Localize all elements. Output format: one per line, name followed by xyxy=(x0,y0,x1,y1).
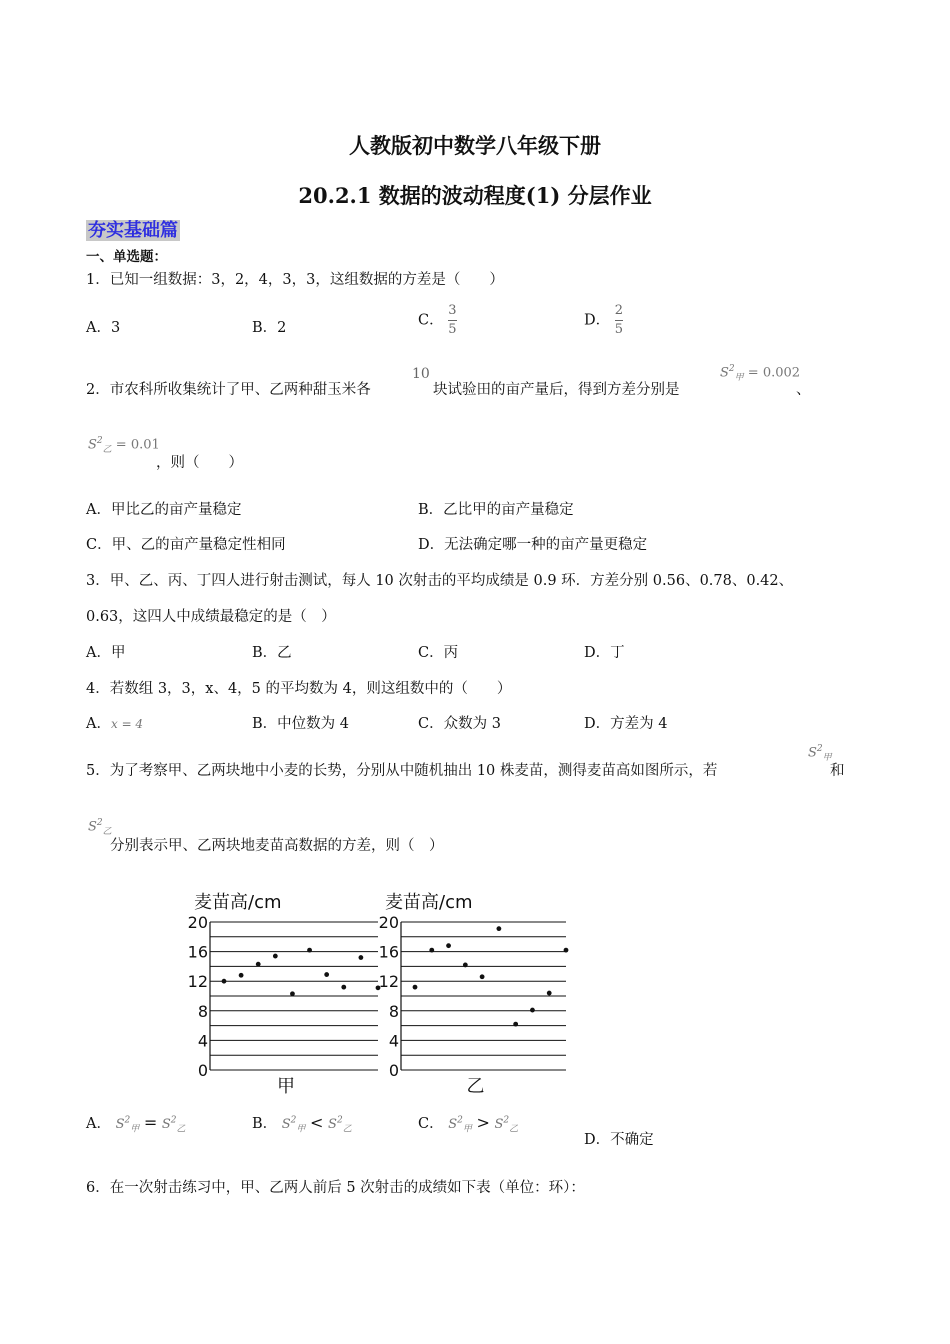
q5-s-jia-letter: S xyxy=(808,745,817,761)
q4-option-b: B．中位数为 4 xyxy=(252,716,349,732)
q1-option-b: B．2 xyxy=(252,320,287,336)
q2-variance-yi xyxy=(88,436,160,455)
q5-c-sq1: 2 xyxy=(457,1115,463,1126)
q5-text1: 5．为了考察甲、乙两块地中小麦的长势，分别从中随机抽出 10 株麦苗，测得麦苗高如图所示，若 xyxy=(86,763,718,779)
q5-a-rhs xyxy=(161,1115,186,1135)
q5-s-yi-letter: S xyxy=(88,819,97,835)
chart1-ytick-label: 20 xyxy=(187,913,208,932)
q5-c-s1: S xyxy=(448,1117,458,1132)
q5-b-sq2: 2 xyxy=(336,1115,343,1126)
q5-option-a-label: A． xyxy=(86,1116,111,1132)
q5-b-s1: S xyxy=(281,1117,291,1132)
q2-option-b: B．乙比甲的亩产量稳定 xyxy=(418,502,574,518)
chart1-point xyxy=(307,948,312,953)
q5-c-sub2: 乙 xyxy=(509,1124,519,1135)
section-label xyxy=(86,216,180,242)
chart1-point xyxy=(239,973,244,978)
q2-text2: 块试验田的亩产量后，得到方差分别是 xyxy=(433,382,680,398)
q4-option-a-label: A． xyxy=(86,716,111,732)
q5-s-jia-sub: 甲 xyxy=(822,752,832,763)
q5-b-sq1: 2 xyxy=(290,1115,297,1126)
q1-option-a: A．3 xyxy=(86,320,121,336)
chart1-ytick-label: 16 xyxy=(187,942,208,962)
q5-c-sq2: 2 xyxy=(503,1115,510,1126)
q4-option-a-math: x = 4 xyxy=(110,717,144,731)
chart2-point xyxy=(547,991,552,996)
chart1-ytick-label: 4 xyxy=(197,1031,208,1051)
q3-text2: 0.63，这四人中成绩最稳定的是（ ） xyxy=(86,609,336,625)
q2-sub-yi: 乙 xyxy=(102,444,112,455)
chart2-point xyxy=(429,948,434,953)
q5-a-sq2: 2 xyxy=(170,1115,177,1126)
q1-text: 1．已知一组数据：3，2，4，3，3，这组数据的方差是（ ） xyxy=(86,272,504,288)
chart2-point xyxy=(413,985,418,990)
chart1-title: 麦苗高/cm xyxy=(194,892,282,913)
q1-option-c-label: C． xyxy=(418,312,444,329)
q5-s-yi xyxy=(88,818,112,837)
chart2-ytick-label: 4 xyxy=(388,1031,399,1051)
q3-text1: 3．甲、乙、丙、丁四人进行射击测试，每人 10 次射击的平均成绩是 0.9 环．方差分别 0.56、0.78、0.42、 xyxy=(86,573,794,589)
section-label-text: 夯实基础篇 xyxy=(88,220,178,241)
q5-text2: 分别表示甲、乙两块地麦苗高数据的方差，则（ ） xyxy=(110,838,444,854)
q5-s-jia xyxy=(808,744,832,763)
q5-option-d: D．不确定 xyxy=(584,1132,654,1148)
q5-option-a xyxy=(86,1112,186,1135)
q4-text: 4．若数组 3，3，x、4，5 的平均数为 4，则这组数中的（ ） xyxy=(86,681,512,697)
q5-a-sub1: 甲 xyxy=(130,1124,140,1135)
q2-s-yi: S xyxy=(88,437,97,453)
chart1-point xyxy=(290,991,295,996)
q5-a-sq1: 2 xyxy=(124,1115,131,1126)
chart2-title: 麦苗高/cm xyxy=(385,892,473,913)
q1-option-d-label: D． xyxy=(584,312,611,329)
q3-option-a: A．甲 xyxy=(86,645,126,661)
chart2-ytick-label: 8 xyxy=(388,1001,399,1021)
chart2-point xyxy=(463,963,468,968)
q1-d-fraction xyxy=(615,303,623,338)
q1-option-c xyxy=(418,303,457,338)
q4-option-a xyxy=(86,712,143,733)
page-title: 人教版初中数学八年级下册 xyxy=(349,133,601,158)
q5-s-yi-sq: 2 xyxy=(96,818,103,828)
part-label: 一、单选题： xyxy=(86,249,167,265)
q5-c-sub1: 甲 xyxy=(462,1124,472,1135)
q4-option-c: C．众数为 3 xyxy=(418,716,501,732)
q1-d-denominator: 5 xyxy=(614,322,624,337)
q3-option-b: B．乙 xyxy=(252,645,292,661)
q5-a-s1: S xyxy=(115,1117,125,1132)
chart1-point xyxy=(358,955,363,960)
q2-variance-jia xyxy=(720,364,800,383)
q2-sq-yi: 2 xyxy=(96,436,103,446)
q3-option-d: D．丁 xyxy=(584,645,625,661)
q2-text1: 2．市农科所收集统计了甲、乙两种甜玉米各 xyxy=(86,382,371,398)
q5-a-sub2: 乙 xyxy=(176,1124,186,1135)
q2-sub-jia: 甲 xyxy=(734,372,744,383)
q1-c-denominator: 5 xyxy=(448,322,457,337)
q2-option-c: C．甲、乙的亩产量稳定性相同 xyxy=(86,537,286,553)
chart1-point xyxy=(324,972,329,977)
q5-b-sub2: 乙 xyxy=(342,1124,352,1135)
q5-c-op: > xyxy=(476,1113,490,1132)
chart1-ytick-label: 8 xyxy=(197,1001,208,1021)
q5-a-lhs xyxy=(115,1115,140,1135)
chart2-ytick-label: 0 xyxy=(388,1061,399,1080)
q1-option-d xyxy=(584,303,623,338)
q2-yi-value: = 0.01 xyxy=(115,437,160,453)
q5-c-lhs xyxy=(448,1115,472,1135)
q5-b-sub1: 甲 xyxy=(296,1124,306,1135)
q2-ten: 10 xyxy=(412,366,430,382)
q4-option-d: D．方差为 4 xyxy=(584,716,668,732)
q5-a-op: = xyxy=(143,1113,158,1132)
chart1-xlabel: 甲 xyxy=(277,1076,295,1096)
chart1-ytick-label: 12 xyxy=(187,972,208,992)
chart2-ytick-label: 12 xyxy=(378,972,399,992)
chart2-point xyxy=(480,974,485,979)
q6-text: 6．在一次射击练习中，甲、乙两人前后 5 次射击的成绩如下表（单位：环）： xyxy=(86,1180,585,1196)
q2-option-d: D．无法确定哪一种的亩产量更稳定 xyxy=(418,537,648,553)
q5-b-lhs xyxy=(281,1115,306,1135)
chart1-point xyxy=(256,962,261,967)
chart2-point xyxy=(530,1008,535,1013)
q1-c-numerator: 3 xyxy=(448,303,457,318)
q5-b-s2: S xyxy=(328,1117,337,1132)
chart2-ytick-label: 16 xyxy=(378,942,399,962)
q5-b-op: < xyxy=(310,1113,324,1132)
chart2-xlabel: 乙 xyxy=(466,1076,485,1096)
chart1-ytick-label: 0 xyxy=(197,1061,208,1080)
q5-c-s2: S xyxy=(494,1117,504,1132)
q5-option-c-label: C． xyxy=(418,1116,444,1132)
q3-option-c: C．丙 xyxy=(418,645,459,661)
chart2-ytick-label: 20 xyxy=(378,913,399,932)
q1-c-fraction xyxy=(448,303,456,338)
q2-s-jia: S xyxy=(720,365,729,381)
q1-d-numerator: 2 xyxy=(614,303,624,318)
q5-b-rhs xyxy=(328,1115,352,1135)
chart1-point xyxy=(341,985,346,990)
chart2-point xyxy=(446,943,451,948)
q2-separator: 、 xyxy=(796,382,811,398)
q5-charts xyxy=(180,882,580,1096)
chart2-point xyxy=(513,1022,518,1027)
q5-s-jia-sq: 2 xyxy=(816,744,823,754)
page-subtitle: 20.2.1 数据的波动程度(1) 分层作业 xyxy=(298,183,652,208)
q5-option-c xyxy=(418,1112,518,1135)
q2-jia-value: = 0.002 xyxy=(747,365,801,381)
q2-text3: ，则（ ） xyxy=(156,455,243,471)
chart2-point xyxy=(564,948,569,953)
q5-option-b-label: B． xyxy=(252,1116,278,1132)
q2-option-a: A．甲比乙的亩产量稳定 xyxy=(86,502,242,518)
chart1-point xyxy=(273,954,278,959)
q5-a-s2: S xyxy=(161,1117,171,1132)
q5-and: 和 xyxy=(830,763,845,779)
q5-s-yi-sub: 乙 xyxy=(102,826,112,837)
q2-sq-jia: 2 xyxy=(728,364,735,374)
q5-c-rhs xyxy=(494,1115,519,1135)
q5-option-b xyxy=(252,1112,352,1135)
chart2-point xyxy=(496,926,501,931)
chart1-point xyxy=(222,979,227,984)
